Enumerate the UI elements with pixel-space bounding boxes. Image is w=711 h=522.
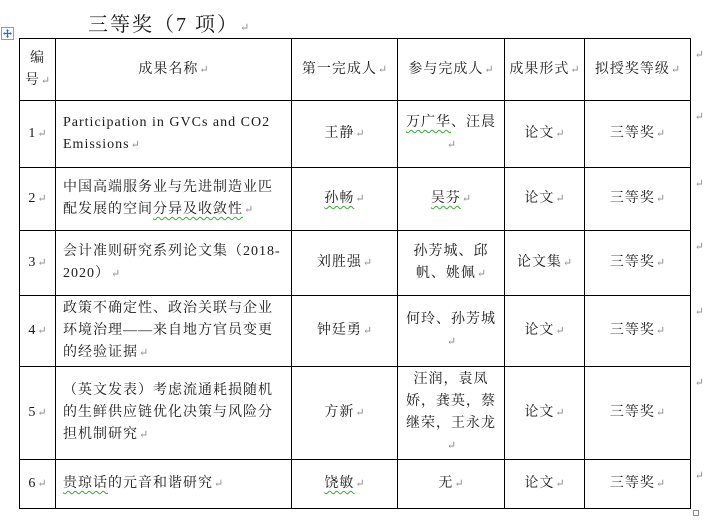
table-row xyxy=(20,101,691,168)
cell-name[interactable] xyxy=(56,168,292,231)
cell-level[interactable] xyxy=(585,231,704,296)
cell-text: 汪润，袁凤娇，龚英，蔡继荣，王永龙 xyxy=(406,372,496,431)
section-title[interactable] xyxy=(88,8,249,37)
cell-text: 政策不确定性、政治关联与企业环境治理——来自地方官员变更的经验证据 xyxy=(63,301,273,360)
cell-end-mark: ↵ xyxy=(655,193,666,205)
cell-participants[interactable] xyxy=(398,231,505,296)
awards-table-body xyxy=(20,101,704,509)
cell-end-mark: ↵ xyxy=(655,407,666,419)
end-of-row-mark: ↵ xyxy=(694,178,704,190)
cell-participants[interactable] xyxy=(398,168,505,231)
cell-text: 钟廷勇 xyxy=(316,323,362,338)
cell-end-mark: ↵ xyxy=(461,193,472,205)
cell-text: 1 xyxy=(28,126,37,141)
cell-form[interactable] xyxy=(505,231,585,296)
cell-no[interactable] xyxy=(20,231,56,296)
cell-text: 参与完成人 xyxy=(408,61,484,77)
cell-end-mark: ↵ xyxy=(37,128,47,140)
cell-first[interactable] xyxy=(292,231,398,296)
cell-participants[interactable] xyxy=(398,296,505,367)
cell-text: 拟授奖等级 xyxy=(594,61,670,77)
cell-first[interactable] xyxy=(292,460,398,509)
cell-text: 三等奖 xyxy=(609,476,655,491)
header-cell-form[interactable] xyxy=(505,39,585,101)
cell-end-mark: ↵ xyxy=(562,257,573,269)
grammar-marked-text: 吴芬 xyxy=(430,191,461,206)
header-cell-participants[interactable] xyxy=(398,39,505,101)
cell-end-mark: ↵ xyxy=(484,63,494,76)
grammar-marked-text: 贵琼话 xyxy=(63,476,108,491)
cell-text: 三等奖 xyxy=(609,405,655,420)
cell-text: 3 xyxy=(28,255,37,270)
cell-end-mark: ↵ xyxy=(555,407,565,419)
end-of-row-mark: ↵ xyxy=(694,111,704,123)
end-of-row-mark: ↵ xyxy=(694,306,704,318)
awards-table-header xyxy=(20,39,704,101)
cell-text: （英文发表）考虑流通耗损随机的生鲜供应链优化决策与风险分担机制研究 xyxy=(63,383,273,442)
cell-no[interactable] xyxy=(20,367,56,460)
cell-end-mark: ↵ xyxy=(355,407,365,419)
cell-end-mark: ↵ xyxy=(37,193,47,205)
cell-name[interactable] xyxy=(56,231,292,296)
cell-end-mark: ↵ xyxy=(139,429,149,441)
cell-end-mark: ↵ xyxy=(446,336,457,348)
table-row xyxy=(20,460,691,509)
end-of-row-mark: ↵ xyxy=(694,377,704,389)
cell-text: 编号 xyxy=(24,50,45,88)
header-cell-level[interactable] xyxy=(585,39,704,101)
cell-end-mark: ↵ xyxy=(214,478,224,490)
cell-end-mark: ↵ xyxy=(454,478,464,490)
cell-end-mark: ↵ xyxy=(655,325,666,337)
cell-text: 论文集 xyxy=(516,255,562,270)
cell-name[interactable] xyxy=(56,101,292,168)
cell-no[interactable] xyxy=(20,168,56,231)
cell-end-mark: ↵ xyxy=(655,478,666,490)
cell-level[interactable] xyxy=(585,296,704,367)
cell-text: 成果形式 xyxy=(509,61,570,77)
cell-text: 4 xyxy=(28,323,37,338)
cell-text: 6 xyxy=(28,476,37,491)
cell-first[interactable] xyxy=(292,101,398,168)
cell-form[interactable] xyxy=(505,168,585,231)
cell-text: 三等奖 xyxy=(609,126,655,141)
cell-end-mark: ↵ xyxy=(355,193,365,205)
table-row xyxy=(20,231,691,296)
cell-text: 的元音和谐研究 xyxy=(108,476,213,491)
cell-text: 无 xyxy=(438,476,454,491)
cell-end-mark: ↵ xyxy=(37,257,47,269)
cell-text: 刘胜强 xyxy=(316,255,362,270)
cell-text: 王静 xyxy=(324,126,355,141)
cell-end-mark: ↵ xyxy=(355,478,365,490)
cell-form[interactable] xyxy=(505,101,585,168)
header-cell-no[interactable] xyxy=(20,39,56,101)
cell-level[interactable] xyxy=(585,101,704,168)
cell-text: 方新 xyxy=(324,405,355,420)
cell-text: 成果名称 xyxy=(138,61,199,77)
cell-name[interactable] xyxy=(56,367,292,460)
cell-text: 何玲、孙芳城 xyxy=(406,312,496,327)
cell-no[interactable] xyxy=(20,460,56,509)
end-of-row-mark: ↵ xyxy=(694,241,704,253)
grammar-marked-text: 分异及收敛性 xyxy=(153,202,243,217)
cell-text: 论文 xyxy=(524,126,555,141)
table-resize-handle[interactable] xyxy=(693,510,699,516)
table-row xyxy=(20,168,691,231)
cell-end-mark: ↵ xyxy=(244,204,254,216)
cell-text: 会计准则研究系列论文集（2018-2020） xyxy=(63,244,281,281)
cell-text: 论文 xyxy=(524,405,555,420)
paragraph-mark: ↵ xyxy=(240,22,250,34)
cell-text: 5 xyxy=(28,405,37,420)
end-of-row-mark: ↵ xyxy=(694,470,704,482)
cell-text: 三等奖 xyxy=(609,255,655,270)
cell-end-mark: ↵ xyxy=(111,268,121,280)
cell-end-mark: ↵ xyxy=(555,478,565,490)
cell-text: Participation in GVCs and CO2 Emissions xyxy=(63,115,271,152)
cell-level[interactable] xyxy=(585,460,704,509)
cell-end-mark: ↵ xyxy=(570,63,580,76)
cell-text: 三等奖 xyxy=(609,323,655,338)
table-row xyxy=(20,296,691,367)
cell-end-mark: ↵ xyxy=(362,325,373,337)
cell-end-mark: ↵ xyxy=(670,63,681,76)
cell-end-mark: ↵ xyxy=(655,128,666,140)
cell-end-mark: ↵ xyxy=(40,74,51,87)
header-cell-first[interactable] xyxy=(292,39,398,101)
cell-no[interactable] xyxy=(20,296,56,367)
cell-text: 论文 xyxy=(524,191,555,206)
cell-participants[interactable] xyxy=(398,101,505,168)
grammar-marked-text: 万广华 xyxy=(406,115,451,130)
cell-text: 、汪晨 xyxy=(451,115,496,130)
cell-text: 中国高端服务业与先进制造业匹配发展的空间 xyxy=(63,180,273,217)
cell-end-mark: ↵ xyxy=(446,440,457,452)
cell-end-mark: ↵ xyxy=(476,268,487,280)
cell-text: 2 xyxy=(28,191,37,206)
cell-first[interactable] xyxy=(292,296,398,367)
cell-end-mark: ↵ xyxy=(362,257,373,269)
grammar-marked-text: 孙畅 xyxy=(324,191,355,206)
table-row xyxy=(20,367,691,460)
cell-form[interactable] xyxy=(505,296,585,367)
cell-form[interactable] xyxy=(505,367,585,460)
four-way-arrow-icon xyxy=(3,29,12,38)
cell-end-mark: ↵ xyxy=(555,193,565,205)
cell-no[interactable] xyxy=(20,101,56,168)
grammar-marked-text: 饶敏 xyxy=(324,476,355,491)
cell-name[interactable] xyxy=(56,296,292,367)
cell-first[interactable] xyxy=(292,168,398,231)
cell-end-mark: ↵ xyxy=(655,257,666,269)
cell-end-mark: ↵ xyxy=(555,325,565,337)
header-row xyxy=(20,39,691,101)
section-title-text: 三等奖（7 项） xyxy=(88,14,239,36)
cell-end-mark: ↵ xyxy=(139,347,149,359)
cell-text: 论文 xyxy=(524,476,555,491)
cell-text: 三等奖 xyxy=(609,191,655,206)
cell-first[interactable] xyxy=(292,367,398,460)
cell-end-mark: ↵ xyxy=(130,139,140,151)
cell-end-mark: ↵ xyxy=(37,407,47,419)
cell-end-mark: ↵ xyxy=(446,139,457,151)
table-move-handle[interactable] xyxy=(1,27,14,40)
cell-end-mark: ↵ xyxy=(37,325,47,337)
cell-level[interactable] xyxy=(585,367,704,460)
cell-text: 论文 xyxy=(524,323,555,338)
cell-participants[interactable] xyxy=(398,460,505,509)
cell-level[interactable] xyxy=(585,168,704,231)
cell-text: 第一完成人 xyxy=(301,61,377,77)
cell-end-mark: ↵ xyxy=(355,128,365,140)
cell-name[interactable] xyxy=(56,460,292,509)
cell-end-mark: ↵ xyxy=(37,478,47,490)
cell-end-mark: ↵ xyxy=(199,63,209,76)
cell-participants[interactable] xyxy=(398,367,505,460)
cell-form[interactable] xyxy=(505,460,585,509)
awards-table xyxy=(19,38,704,509)
cell-end-mark: ↵ xyxy=(555,128,565,140)
header-cell-name[interactable] xyxy=(56,39,292,101)
end-of-row-mark: ↵ xyxy=(694,49,704,61)
cell-end-mark: ↵ xyxy=(377,63,388,76)
cell-text: 孙芳城、邱帆、姚佩 xyxy=(413,244,489,281)
